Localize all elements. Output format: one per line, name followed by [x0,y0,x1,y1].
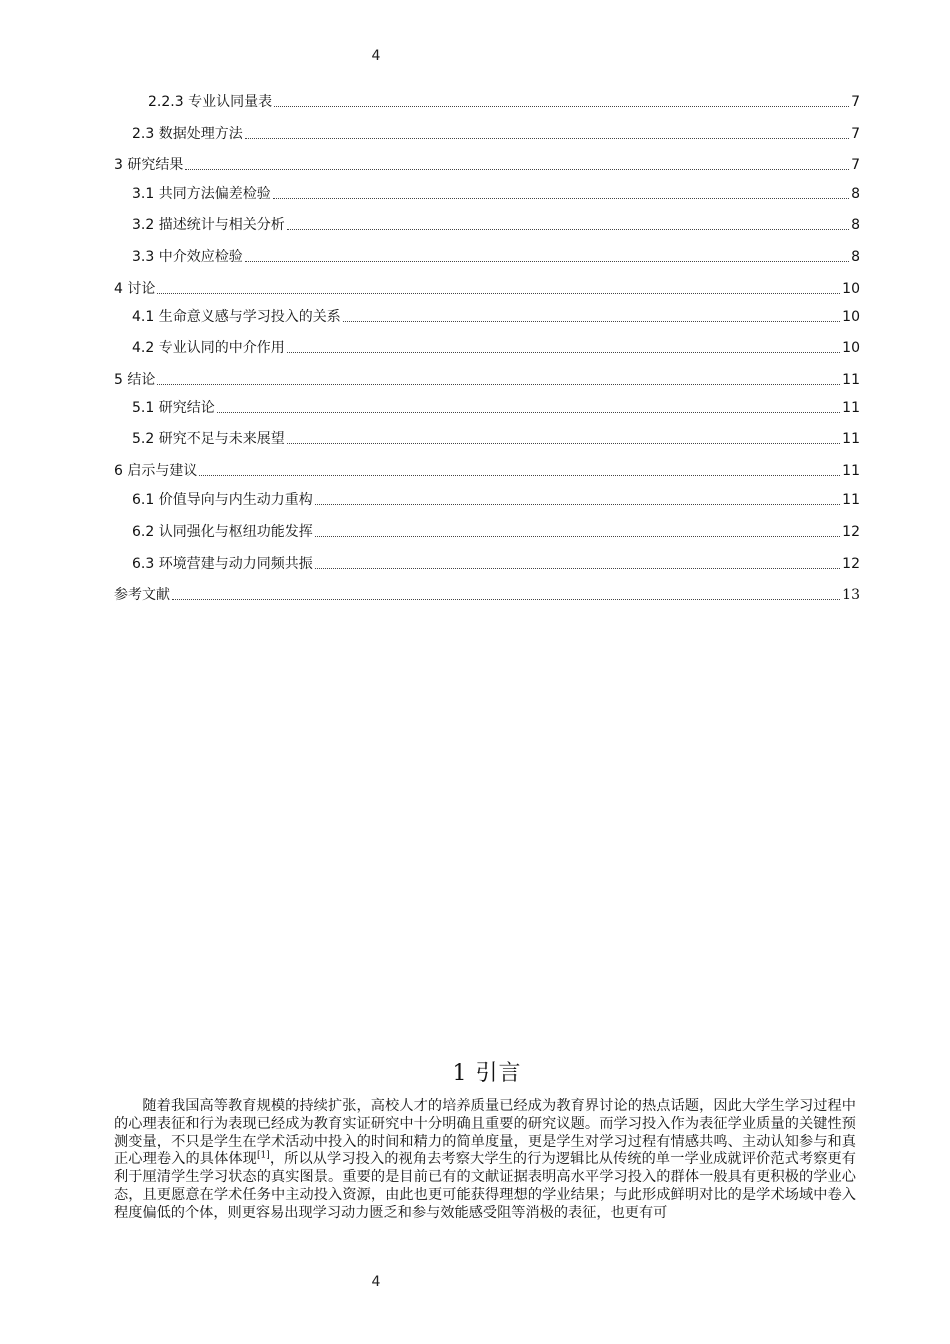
toc-entry-page: 13 [842,587,860,603]
toc-entry-page: 11 [842,463,860,479]
toc-entry-label: 3 研究结果 [114,157,184,173]
toc-entry-label: 3.3 中介效应检验 [132,249,243,265]
toc-leader-dots [343,321,840,322]
toc-entry-label: 5.1 研究结论 [132,400,215,416]
toc-entry-page: 12 [842,556,860,572]
toc-entry-page: 7 [851,157,860,173]
toc-entry-label: 6.1 价值导向与内生动力重构 [132,492,313,508]
toc-entry-page: 8 [851,249,860,265]
toc-entry[interactable] [132,554,860,574]
toc-leader-dots [287,229,849,230]
toc-entry-label: 5 结论 [114,372,156,388]
toc-leader-dots [157,293,840,294]
toc-entry-page: 7 [851,126,860,142]
toc-entry[interactable] [132,338,860,358]
toc-leader-dots [315,504,840,505]
toc-entry-label: 参考文献 [114,587,170,603]
toc-entry[interactable] [132,522,860,542]
header-page-number: 4 [371,48,381,64]
toc-leader-dots [315,568,840,569]
toc-leader-dots [274,106,849,107]
toc-entry[interactable] [114,585,860,605]
toc-leader-dots [273,198,849,199]
toc-entry[interactable] [132,429,860,449]
toc-entry-page: 10 [842,281,860,297]
toc-entry-page: 12 [842,524,860,540]
toc-leader-dots [245,261,849,262]
toc-entry[interactable] [132,307,860,327]
toc-entry-label: 4 讨论 [114,281,156,297]
toc-entry[interactable] [132,124,860,144]
toc-entry[interactable] [132,490,860,510]
paragraph-text: ，所以从学习投入的视角去考察大学生的行为逻辑比从传统的单一学业成就评价范式考察更有利于厘清学生学习状态的真实图景。重要的是目前已有的文献证据表明高水平学习投入的群体一般具有更积极的学业心态，且更愿意在学术任务中主动投入资源，由此也更可能获得理想的学业结果；与此形成鲜明对比的是学术场域中卷入程度偏低的个体，则更容易出现学习动力匮乏和参与效能感受阻等消极的表征，也更有可 [114,1151,856,1221]
toc-entry[interactable] [114,155,860,175]
toc-leader-dots [287,443,840,444]
toc-entry[interactable] [132,247,860,267]
toc-entry[interactable] [132,398,860,418]
toc-entry-page: 7 [851,94,860,110]
toc-entry[interactable] [114,370,860,390]
toc-leader-dots [245,138,849,139]
toc-entry-label: 6.2 认同强化与枢纽功能发挥 [132,524,313,540]
citation-reference[interactable]: [1] [257,1150,270,1161]
toc-leader-dots [157,384,840,385]
toc-entry-label: 2.2.3 专业认同量表 [148,94,273,110]
toc-leader-dots [185,169,849,170]
toc-entry-label: 4.1 生命意义感与学习投入的关系 [132,309,341,325]
toc-leader-dots [172,599,840,600]
toc-leader-dots [199,475,840,476]
toc-entry-page: 8 [851,217,860,233]
toc-entry-label: 4.2 专业认同的中介作用 [132,340,285,356]
toc-entry-page: 10 [842,309,860,325]
toc-entry-label: 3.1 共同方法偏差检验 [132,186,271,202]
toc-leader-dots [315,536,840,537]
toc-entry[interactable] [114,461,860,481]
toc-entry-label: 5.2 研究不足与未来展望 [132,431,285,447]
toc-entry[interactable] [132,184,860,204]
toc-entry-page: 8 [851,186,860,202]
toc-leader-dots [217,412,840,413]
toc-entry-label: 6 启示与建议 [114,463,198,479]
toc-entry[interactable] [114,279,860,299]
toc-leader-dots [287,352,840,353]
toc-entry-label: 2.3 数据处理方法 [132,126,243,142]
toc-entry-page: 10 [842,340,860,356]
section-heading: 1 引言 [452,1061,522,1086]
toc-entry-label: 3.2 描述统计与相关分析 [132,217,285,233]
footer-page-number: 4 [371,1274,381,1290]
body-paragraph [114,1098,856,1223]
toc-entry-page: 11 [842,400,860,416]
toc-entry[interactable] [148,92,860,112]
toc-entry-page: 11 [842,431,860,447]
paragraph-text: 随着我国高等教育规模的持续扩张，高校人才的培养质量已经成为教育界讨论的热点话题，因此大学生学习过程中的心理表征和行为表现已经成为教育实证研究中十分明确且重要的研究议题。而学习投入作为表征学业质量的关键性预测变量，不只是学生在学术活动中投入的时间和精力的简单度量，更是学生对学习过程有情感共鸣、主动认知参与和真正心理卷入的具体体现 [114,1098,856,1168]
toc-entry[interactable] [132,215,860,235]
toc-entry-page: 11 [842,492,860,508]
toc-entry-page: 11 [842,372,860,388]
toc-entry-label: 6.3 环境营建与动力同频共振 [132,556,313,572]
